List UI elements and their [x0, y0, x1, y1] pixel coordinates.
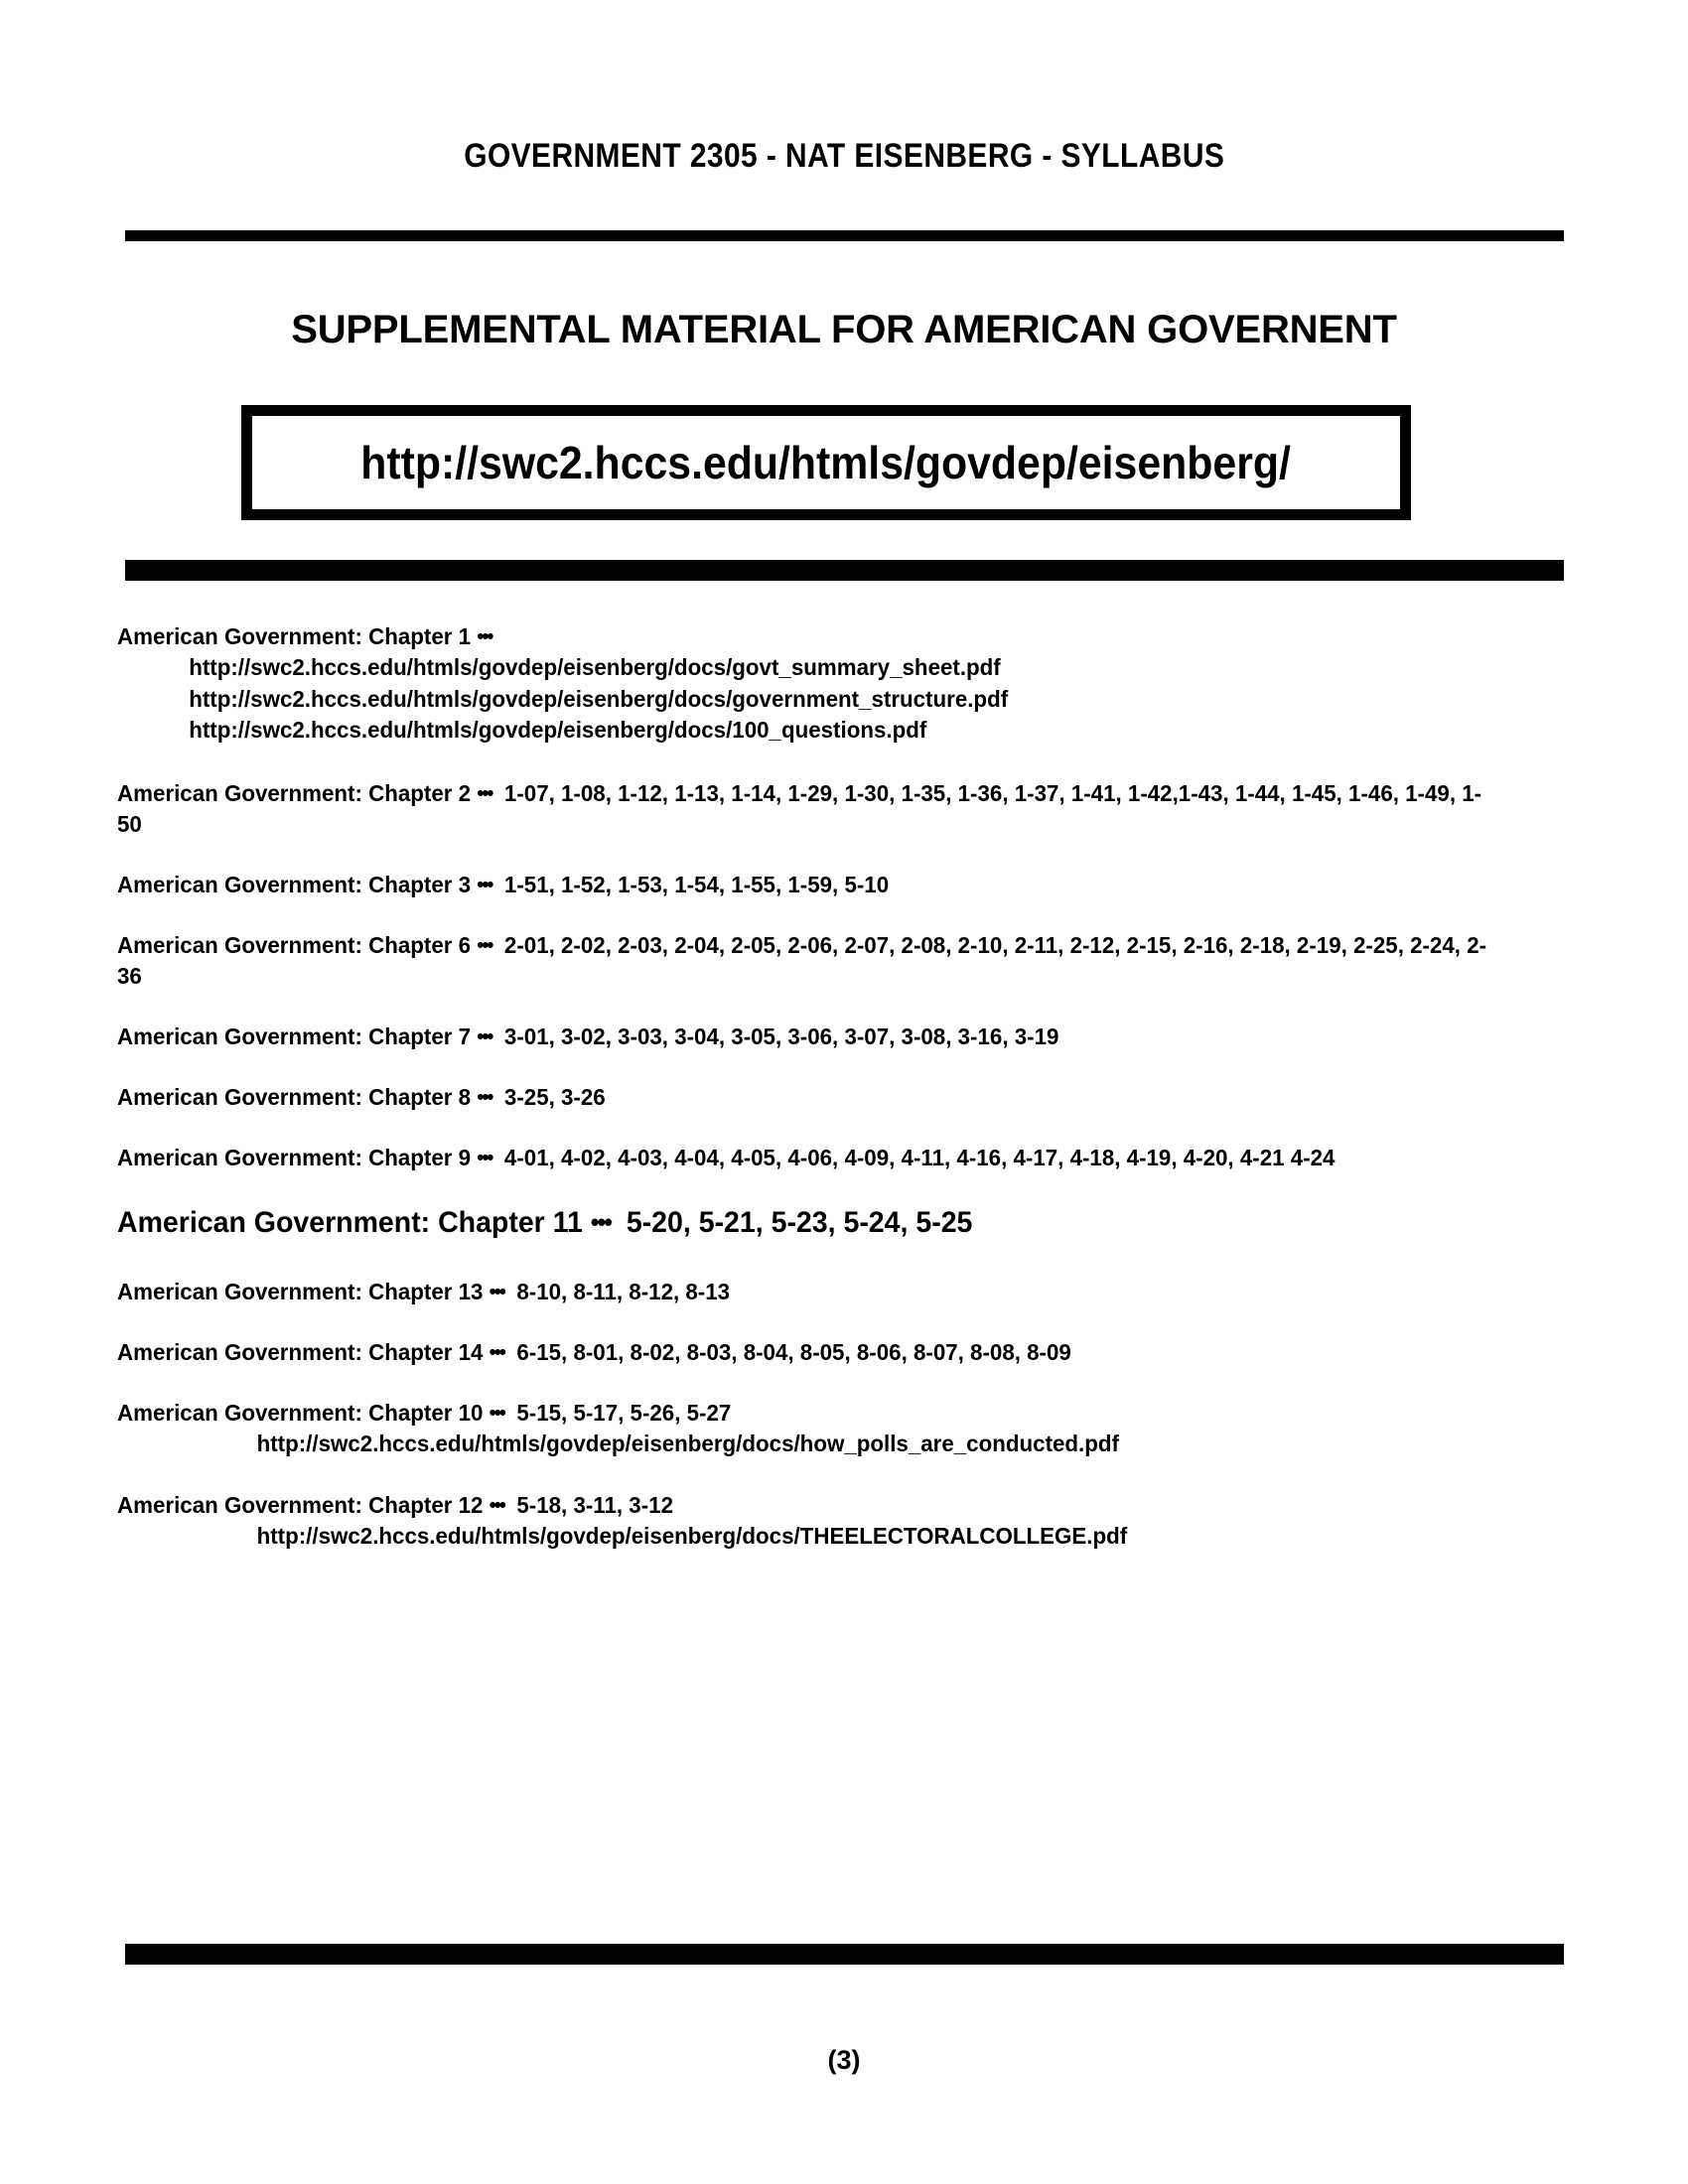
chapter-entry [117, 1143, 1577, 1173]
chapter-entry-line [117, 870, 1504, 900]
chapter-label: American Government: Chapter 14 [117, 1338, 484, 1365]
chapter-entry [117, 1082, 1577, 1113]
chapter-entry [117, 621, 1577, 747]
chapter-label: American Government: Chapter 13 [117, 1278, 484, 1304]
header-title: GOVERNMENT 2305 - NAT EISENBERG - SYLLABUS [463, 137, 1225, 175]
chapter-label: American Government: Chapter 8 [117, 1084, 472, 1111]
chapter-entry-line [117, 1490, 1504, 1521]
chapter-entry-line [117, 930, 1504, 992]
chapter-label: American Government: Chapter 9 [117, 1145, 472, 1171]
document-link[interactable]: http://swc2.hccs.edu/htmls/govdep/eisenberg/docs/100_questions.pdf [189, 717, 927, 744]
content-top-rule [125, 560, 1564, 581]
triple-dot-bullet-icon: ••• [590, 1207, 611, 1238]
chapter-label: American Government: Chapter 1 [117, 623, 472, 649]
chapter-list [117, 621, 1577, 1581]
triple-dot-bullet-icon: ••• [477, 1147, 492, 1170]
chapter-item-codes: 2-01, 2-02, 2-03, 2-04, 2-05, 2-06, 2-07, 2-08, 2-10, 2-11, 2-12, 2-15, 2-16, 2-18, 2-19, 2-25, 2-24, 2-36 [117, 932, 1487, 990]
triple-dot-bullet-icon: ••• [477, 874, 492, 897]
chapter-label: American Government: Chapter 3 [117, 872, 472, 898]
chapter-entry-line [117, 778, 1504, 840]
chapter-label: American Government: Chapter 10 [117, 1399, 484, 1426]
chapter-entry [117, 1337, 1577, 1368]
page-title: SUPPLEMENTAL MATERIAL FOR AMERICAN GOVERNENT [291, 308, 1397, 351]
chapter-item-codes: 8-10, 8-11, 8-12, 8-13 [516, 1278, 731, 1304]
chapter-entry [117, 930, 1577, 992]
chapter-entry-line [117, 1277, 1504, 1307]
triple-dot-bullet-icon: ••• [477, 782, 492, 806]
chapter-entry-line [117, 1082, 1504, 1113]
header-divider-rule [125, 230, 1564, 241]
chapter-entry-line [117, 1203, 1504, 1243]
chapter-entry-line [117, 621, 1504, 652]
chapter-item-codes: 5-18, 3-11, 3-12 [516, 1491, 673, 1518]
document-link[interactable]: http://swc2.hccs.edu/htmls/govdep/eisenberg/docs/THEELECTORALCOLLEGE.pdf [256, 1522, 1128, 1549]
chapter-label: American Government: Chapter 11 [117, 1206, 583, 1240]
chapter-item-codes: 5-15, 5-17, 5-26, 5-27 [516, 1399, 732, 1426]
document-link[interactable]: http://swc2.hccs.edu/htmls/govdep/eisenberg/docs/how_polls_are_conducted.pdf [256, 1430, 1119, 1456]
chapter-label: American Government: Chapter 2 [117, 780, 472, 807]
chapter-item-codes: 4-01, 4-02, 4-03, 4-04, 4-05, 4-06, 4-09, 4-11, 4-16, 4-17, 4-18, 4-19, 4-20, 4-21 4-24 [503, 1145, 1336, 1171]
chapter-item-codes: 3-25, 3-26 [503, 1084, 606, 1111]
chapter-entry-line [117, 1143, 1504, 1173]
chapter-label: American Government: Chapter 6 [117, 932, 472, 959]
chapter-item-codes: 6-15, 8-01, 8-02, 8-03, 8-04, 8-05, 8-06, 8-07, 8-08, 8-09 [516, 1338, 1071, 1365]
content-bottom-rule [125, 1944, 1564, 1965]
chapter-entry-line [117, 1337, 1504, 1368]
chapter-entry [117, 1022, 1577, 1052]
site-url-text: http://swc2.hccs.edu/htmls/govdep/eisenberg/ [360, 437, 1292, 488]
chapter-item-codes: 1-51, 1-52, 1-53, 1-54, 1-55, 1-59, 5-10 [503, 872, 890, 898]
triple-dot-bullet-icon: ••• [489, 1280, 504, 1303]
chapter-entry [117, 1490, 1577, 1553]
triple-dot-bullet-icon: ••• [489, 1493, 504, 1517]
chapter-entry [117, 870, 1577, 900]
chapter-item-codes: 1-07, 1-08, 1-12, 1-13, 1-14, 1-29, 1-30, 1-35, 1-36, 1-37, 1-41, 1-42,1-43, 1-44, 1-45, 1-46, 1-49, 1-50 [117, 780, 1482, 838]
triple-dot-bullet-icon: ••• [489, 1401, 504, 1425]
triple-dot-bullet-icon: ••• [477, 934, 492, 958]
chapter-entry [117, 1277, 1577, 1307]
document-link[interactable]: http://swc2.hccs.edu/htmls/govdep/eisenberg/docs/government_structure.pdf [189, 685, 1009, 712]
document-header [0, 137, 1688, 176]
triple-dot-bullet-icon: ••• [477, 1086, 492, 1110]
triple-dot-bullet-icon: ••• [477, 625, 492, 648]
chapter-entry [117, 1203, 1577, 1243]
chapter-entry-line [117, 1022, 1504, 1052]
triple-dot-bullet-icon: ••• [477, 1025, 492, 1049]
chapter-label: American Government: Chapter 7 [117, 1024, 472, 1050]
chapter-entry [117, 778, 1577, 840]
chapter-entry-line [117, 1398, 1504, 1429]
chapter-label: American Government: Chapter 12 [117, 1491, 484, 1518]
document-link[interactable]: http://swc2.hccs.edu/htmls/govdep/eisenberg/docs/govt_summary_sheet.pdf [189, 654, 1001, 681]
chapter-item-codes: 3-01, 3-02, 3-03, 3-04, 3-05, 3-06, 3-07, 3-08, 3-16, 3-19 [503, 1024, 1059, 1050]
chapter-item-codes: 5-20, 5-21, 5-23, 5-24, 5-25 [626, 1206, 973, 1240]
triple-dot-bullet-icon: ••• [489, 1340, 504, 1364]
chapter-entry [117, 1398, 1577, 1460]
url-callout-box[interactable] [241, 405, 1411, 520]
footer-page-number: (3) [827, 2045, 861, 2075]
